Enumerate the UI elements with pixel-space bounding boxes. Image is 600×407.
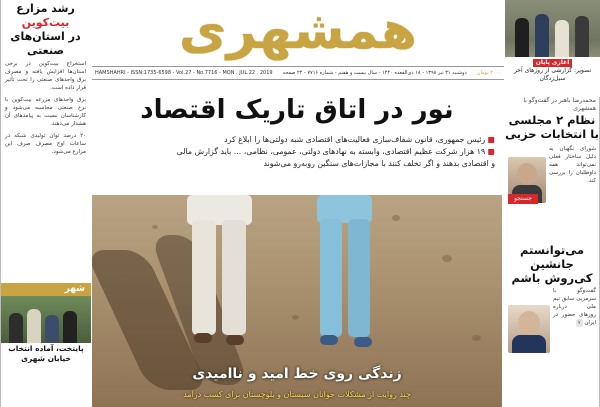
red-tag: جستجو — [508, 194, 538, 204]
right-headline-1[interactable] — [505, 113, 599, 141]
right-headline-2-line2: کی‌روش باشم — [511, 271, 593, 285]
section-label-city: شهر — [1, 283, 91, 296]
bullet-icon: ■ — [487, 135, 495, 144]
masthead — [92, 0, 504, 66]
caption-text: تصویر: گزارشی از روزهای آخر سیل‌زدگان — [514, 67, 591, 82]
figure-2-leg-left — [320, 219, 342, 337]
right-kicker-1: محمدرضا باهنر در گفت‌وگو با همشهری — [523, 97, 596, 112]
left-photo-caption[interactable]: پایتخت، آماده انتخاب خیابان شهری — [8, 344, 84, 363]
figure-2-foot — [354, 337, 372, 347]
top-right-caption — [505, 57, 600, 97]
right-headline-2-line1: می‌توانستم جانشین — [520, 243, 584, 271]
lead-line-1: رئیس جمهوری، قانون شفاف‌سازی فعالیت‌های اقتصادی شبه دولتی‌ها را ابلاغ کرد — [224, 135, 486, 144]
figure-2-foot — [320, 335, 338, 345]
lead-line-2: ۱۹ هزار شرکت عظیم اقتصادی، وابسته به نهادهای دولتی، عمومی، نظامی، ... باید گزارش مالی — [176, 147, 486, 156]
page-ref-badge[interactable]: ۷ — [577, 320, 581, 326]
issn-text: HAMSHAHRI - ISSN:1735-6598 - Vol.27 - No.7716 - MON . JUL.22 . 2019 — [95, 70, 273, 76]
issue-price: ۲۰۰۰ تومان — [476, 70, 501, 76]
figure-1-foot — [226, 335, 244, 345]
figure-1-foot — [194, 333, 212, 343]
figure-2-leg-right — [348, 219, 370, 337]
main-headline[interactable]: نور در اتاق تاریک اقتصاد — [140, 95, 454, 125]
left-body-3: ۲۰ درصد توان تولیدی شبکه در ساعات اوج مصرف صرف این مزارع می‌شود. — [5, 133, 86, 155]
right-headline-1-line1: نظام ۲ مجلسی — [508, 113, 596, 127]
main-lead — [100, 134, 495, 170]
issue-info-bar — [92, 66, 504, 80]
right-body-2-text: گفت‌وگو با سرمربی سابق تیم ملی درباره روزهای حضور در ایران — [553, 288, 596, 326]
right-body-1: شورای نگهبان به دلیل ساختار فعلی نمی‌تواند همه داوطلبان را بررسی کند. — [549, 146, 596, 184]
left-headline-line1: رشد مزارع — [16, 2, 75, 15]
left-headline-red: بیت‌کوین — [21, 16, 70, 29]
lead-line-3: و اقتصادی بدهند و اگر تخلف کنند با مجازات‌های سنگین روبه‌رو می‌شوند — [263, 159, 495, 168]
figure-1-leg-right — [222, 220, 246, 335]
bullet-icon: ■ — [487, 147, 495, 156]
right-headline-2[interactable] — [505, 243, 599, 285]
left-headline-line2: در استان‌های — [10, 30, 81, 43]
photo-subtitle: چند روایت از مشکلات جوانان سیستان و بلوچستان برای کسب درآمد — [183, 390, 411, 399]
left-photo[interactable] — [1, 296, 91, 343]
caption-badge: آغازی پایان — [533, 59, 573, 67]
left-headline[interactable] — [1, 0, 90, 58]
left-column — [0, 0, 90, 407]
figure-1-leg-left — [192, 220, 216, 335]
left-headline-line3: صنعتی — [27, 44, 64, 57]
left-body-1: استخراج بیت‌کوین در برخی استان‌ها افزایش یافته و مصرف برق واحدهای صنعتی را تحت تأثیر قرار داده است. — [5, 61, 86, 91]
main-photo[interactable] — [92, 195, 502, 407]
photo-title[interactable]: زندگی روی خط امید و ناامیدی — [192, 366, 402, 382]
portrait-photo-2[interactable] — [508, 305, 550, 353]
issue-date: دوشنبه ۳۱ تیر ۱۳۹۸ - ۱۸ ذی‌القعده ۱۴۴۰ - سال بیست و هفتم - شماره ۷۷۱۶ - ۲۴ صفحه — [282, 70, 467, 76]
newspaper-logo: همشهری — [178, 1, 418, 61]
left-body-2: برق واحدهای مزرعه بیت‌کوین با نرخ صنعتی محاسبه می‌شود و کارشناسان نسبت به پیامدهای آن هشدار می‌دهند. — [5, 97, 86, 127]
right-headline-1-line2: با انتخابات حزبی — [505, 127, 599, 141]
right-column — [505, 97, 600, 407]
